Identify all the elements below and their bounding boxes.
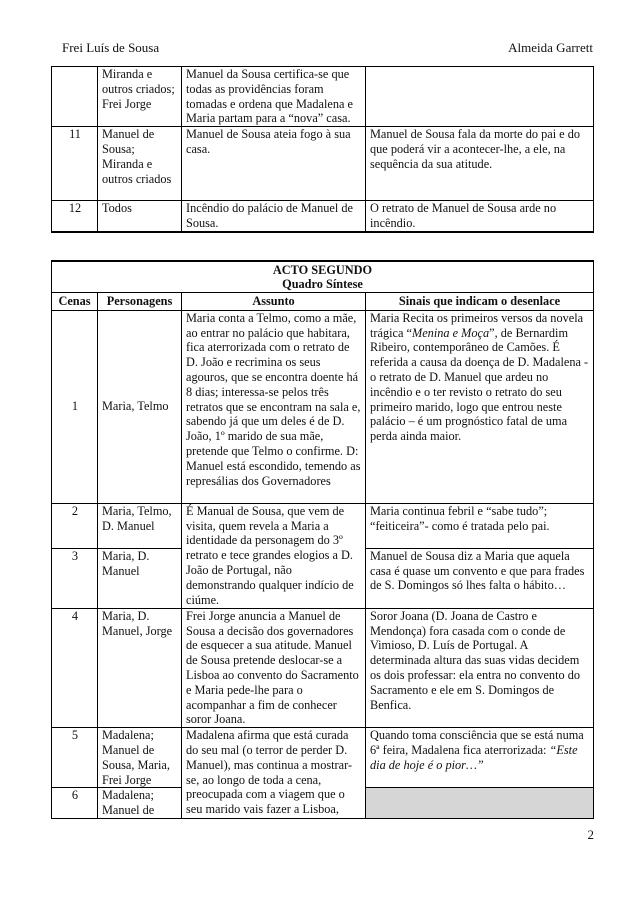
signs-cell: Manuel de Sousa fala da morte do pai e do que poderá vir a acontecer-lhe, a ele, na sequência da sua atitude. — [366, 127, 594, 201]
signs-cell — [366, 310, 594, 503]
scene-number: 2 — [52, 503, 98, 548]
scene-number: 4 — [52, 608, 98, 727]
quote-text: “Este dia de hoje é o pior…” — [370, 742, 578, 772]
scene-number: 6 — [52, 788, 98, 819]
subject-cell: Madalena afirma que está curada do seu mal (o terror de perder D. Manuel), mas continua a mostrar-se, ao longo de toda a cena, preocupada com a viagem que o seu marido vais fazer a Lisboa, — [182, 728, 366, 819]
signs-text: Maria Recita os primeiros versos da novela trágica “ — [370, 310, 584, 340]
signs-cell — [366, 728, 594, 788]
signs-cell — [366, 67, 594, 127]
subject-cell: Maria conta a Telmo, como a mãe, ao entrar no palácio que habitara, fica aterrorizada com o retrato de D. João e recrimina os seus agouros, que se encontra doente há 8 dias; interessa-se pelos três retratos que se encontram na sala e, sabendo já que um deles é de D. João, 1º marido de sua mãe, pretende que Telmo o confirme. D: Manuel está escondido, temendo as represálias dos Governadores — [182, 310, 366, 503]
subject-cell: Frei Jorge anuncia a Manuel de Sousa a decisão dos governadores de esquecer a sua atitude. Manuel de Sousa pretende deslocar-se a Lisboa ao convento do Sacramento e Maria pede-lhe para o acompanhar a fim de conhecer soror Joana. — [182, 608, 366, 727]
table-row — [52, 127, 594, 201]
characters-cell: Maria, Telmo, D. Manuel — [98, 503, 182, 548]
subject-cell: É Manual de Sousa, que vem de visita, quem revela a Maria a identidade da personagem do 3º retrato e tece grandes elogios a D. João de Portugal, não demonstrando qualquer indício de ciúme. — [182, 503, 366, 608]
table-row — [52, 728, 594, 788]
signs-cell: O retrato de Manuel de Sousa arde no incêndio. — [366, 201, 594, 232]
table-act-two-summary — [51, 260, 594, 819]
scene-number: 3 — [52, 548, 98, 608]
table-act-one-continuation — [51, 66, 594, 233]
signs-text: Quando toma consciência que se está numa 6ª feira, Madalena fica aterrorizada: — [370, 728, 584, 757]
column-header-characters: Personagens — [98, 293, 182, 311]
characters-cell: Maria, D. Manuel — [98, 548, 182, 608]
signs-cell: Manuel de Sousa diz a Maria que aquela casa é quase um convento e que para frades de S. Domingos só lhes falta o hábito… — [366, 548, 594, 608]
scene-number: 12 — [52, 201, 98, 232]
column-header-scenes: Cenas — [52, 293, 98, 311]
characters-cell: Maria, D. Manuel, Jorge — [98, 608, 182, 727]
scene-number — [52, 67, 98, 127]
table-row — [52, 201, 594, 232]
scene-number: 1 — [52, 310, 98, 503]
scene-number: 5 — [52, 728, 98, 788]
characters-cell: Manuel de Sousa; Miranda e outros criados — [98, 127, 182, 201]
table-row — [52, 608, 594, 727]
act-title-cell — [52, 261, 594, 293]
scene-number: 11 — [52, 127, 98, 201]
signs-text: ”, de Bernardim Ribeiro, contemporâneo de Camões. É referida a causa da doença de D. Madalena - o retrato de D. Manuel que ardeu no incêndio e o ter revisto o retrato do seu primeiro marido, logo que entrou neste palácio – é um prognóstico fatal de uma perda ainda maior. — [370, 325, 589, 444]
signs-cell: Soror Joana (D. Joana de Castro e Mendonça) fora casada com o conde de Vimioso, D. Luís de Portugal. A determinada altura das suas vidas decidem os dois professar: ela entra no convento do Sacramento e ele em S. Domingos de Benfica. — [366, 608, 594, 727]
characters-cell: Miranda e outros criados; Frei Jorge — [98, 67, 182, 127]
subject-cell: Incêndio do palácio de Manuel de Sousa. — [182, 201, 366, 232]
signs-cell: Maria continua febril e “sabe tudo”; “feiticeira”- como é tratada pelo pai. — [366, 503, 594, 548]
characters-cell: Madalena; Manuel de Sousa, Maria, Frei Jorge — [98, 728, 182, 788]
header-author: Almeida Garrett — [508, 40, 593, 55]
characters-cell: Todos — [98, 201, 182, 232]
subject-cell: Manuel da Sousa certifica-se que todas as providências foram tomadas e ordena que Madalena e Maria partam para a “nova” casa. — [182, 67, 366, 127]
column-header-signs: Sinais que indicam o desenlace — [366, 293, 594, 311]
table-row — [52, 503, 594, 548]
column-header-subject: Assunto — [182, 293, 366, 311]
signs-cell — [366, 788, 594, 819]
characters-cell: Maria, Telmo — [98, 310, 182, 503]
act-subtitle: Quadro Síntese — [282, 277, 363, 291]
table-header-row — [52, 293, 594, 311]
subject-cell: Manuel de Sousa ateia fogo à sua casa. — [182, 127, 366, 201]
act-title-row — [52, 261, 594, 293]
novel-title: Menina e Moça — [411, 325, 490, 340]
table-row — [52, 67, 594, 127]
table-row — [52, 310, 594, 503]
act-title: ACTO SEGUNDO — [272, 263, 373, 277]
characters-cell: Madalena; Manuel de — [98, 788, 182, 819]
page-number: 2 — [587, 827, 594, 842]
header-title: Frei Luís de Sousa — [62, 40, 160, 55]
